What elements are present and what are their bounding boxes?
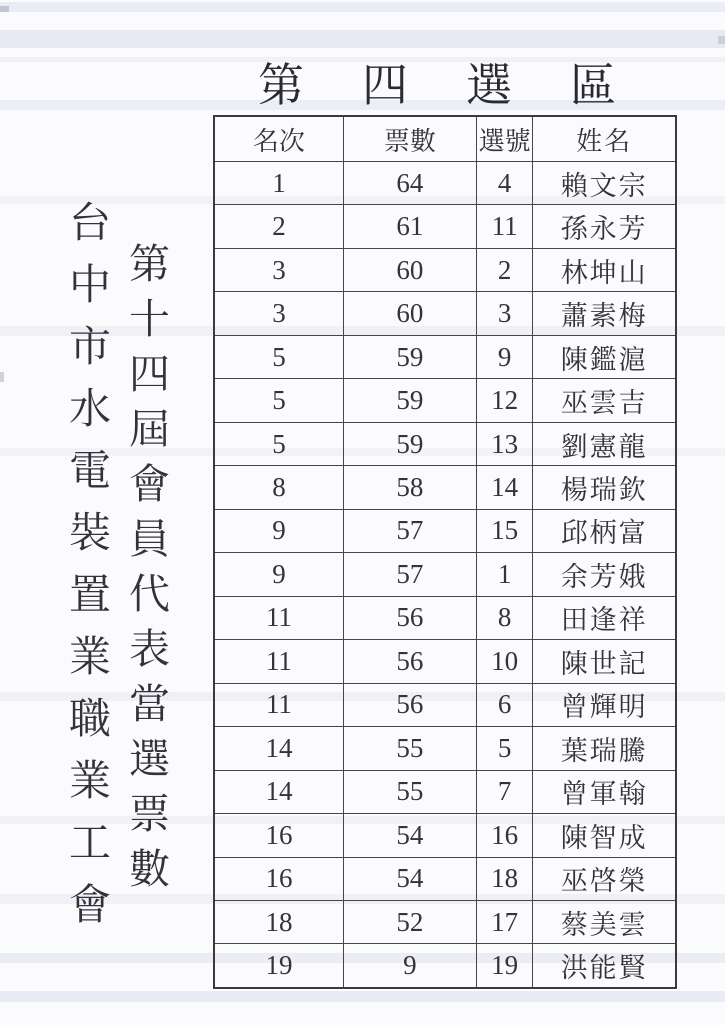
votes-cell: 59 xyxy=(343,336,476,378)
ballot-number-cell: 10 xyxy=(476,640,533,682)
rank-cell: 11 xyxy=(265,602,292,633)
table-row xyxy=(215,770,675,813)
votes-cell: 9 xyxy=(343,944,476,986)
table-row xyxy=(215,726,675,769)
name-cell: 田逢祥 xyxy=(532,597,675,639)
name-cell: 孫永芳 xyxy=(532,205,675,247)
ballot-number-cell: 14 xyxy=(476,466,533,508)
district-title-char: 區 xyxy=(570,60,616,111)
name-cell: 林坤山 xyxy=(532,249,675,291)
ballot-number-cell: 9 xyxy=(476,336,533,378)
name-cell: 巫啓榮 xyxy=(532,858,675,900)
rank-column-header: 名次 xyxy=(252,126,305,156)
ballot-number-cell: 8 xyxy=(476,597,533,639)
name-cell: 陳智成 xyxy=(532,814,675,856)
rank-cell: 11 xyxy=(265,689,292,720)
votes-cell: 57 xyxy=(343,510,476,552)
table-row xyxy=(215,291,675,334)
votes-cell: 56 xyxy=(343,684,476,726)
table-row xyxy=(215,465,675,508)
election-results-table xyxy=(213,115,677,989)
scan-speck xyxy=(718,36,725,44)
table-row xyxy=(215,509,675,552)
table-row xyxy=(215,683,675,726)
ballot-number-cell: 1 xyxy=(476,553,533,595)
table-row xyxy=(215,335,675,378)
votes-cell: 59 xyxy=(343,423,476,465)
name-cell: 巫雲吉 xyxy=(532,379,675,421)
rank-cell: 14 xyxy=(265,776,293,807)
name-cell: 陳世記 xyxy=(532,640,675,682)
rank-cell: 2 xyxy=(272,211,286,242)
rank-cell: 3 xyxy=(272,298,286,329)
ballot-number-cell: 5 xyxy=(476,727,533,769)
votes-cell: 56 xyxy=(343,597,476,639)
name-cell: 蔡美雲 xyxy=(532,901,675,943)
votes-cell: 59 xyxy=(343,379,476,421)
votes-column-header: 票數 xyxy=(343,117,476,161)
rank-cell: 5 xyxy=(272,428,286,459)
votes-cell: 54 xyxy=(343,814,476,856)
name-cell: 蕭素梅 xyxy=(532,292,675,334)
votes-cell: 57 xyxy=(343,553,476,595)
ballot-number-cell: 11 xyxy=(476,205,533,247)
district-title-char: 四 xyxy=(362,60,408,111)
name-cell: 曾軍翰 xyxy=(532,771,675,813)
rank-cell: 9 xyxy=(272,515,286,546)
ballot-number-cell: 4 xyxy=(476,162,533,204)
votes-cell: 61 xyxy=(343,205,476,247)
name-cell: 余芳娥 xyxy=(532,553,675,595)
name-cell: 賴文宗 xyxy=(532,162,675,204)
votes-cell: 60 xyxy=(343,249,476,291)
district-title-char: 第 xyxy=(258,60,304,111)
district-title xyxy=(258,56,616,111)
rank-cell: 11 xyxy=(265,645,292,676)
scan-artifact-band xyxy=(0,30,725,48)
ballot-number-cell: 17 xyxy=(476,901,533,943)
table-row xyxy=(215,422,675,465)
rank-cell: 19 xyxy=(265,950,293,981)
table-row xyxy=(215,857,675,900)
votes-cell: 55 xyxy=(343,727,476,769)
rank-cell: 8 xyxy=(272,472,286,503)
name-cell: 劉憲龍 xyxy=(532,423,675,465)
votes-cell: 54 xyxy=(343,858,476,900)
table-row xyxy=(215,596,675,639)
votes-cell: 55 xyxy=(343,771,476,813)
district-title-char: 選 xyxy=(466,60,512,111)
ballot-number-cell: 7 xyxy=(476,771,533,813)
table-row xyxy=(215,204,675,247)
scan-speck xyxy=(0,6,9,12)
votes-cell: 60 xyxy=(343,292,476,334)
ballot-number-cell: 6 xyxy=(476,684,533,726)
table-row xyxy=(215,378,675,421)
votes-cell: 58 xyxy=(343,466,476,508)
name-cell: 洪能賢 xyxy=(532,944,675,986)
table-row xyxy=(215,639,675,682)
ballot-number-cell: 16 xyxy=(476,814,533,856)
name-cell: 楊瑞欽 xyxy=(532,466,675,508)
rank-cell: 16 xyxy=(265,819,293,850)
rank-cell: 5 xyxy=(272,385,286,416)
name-column-header: 姓名 xyxy=(532,117,675,161)
session-title-vertical-text: 第十四屆會員代表當選票數 xyxy=(123,242,169,902)
union-name-vertical-text: 台中市水電裝置業職業工會 xyxy=(63,200,109,944)
scan-artifact-band xyxy=(0,2,725,12)
ballot-number-cell: 13 xyxy=(476,423,533,465)
name-cell: 葉瑞騰 xyxy=(532,727,675,769)
table-row xyxy=(215,552,675,595)
votes-cell: 64 xyxy=(343,162,476,204)
ballot-number-cell: 18 xyxy=(476,858,533,900)
rank-cell: 5 xyxy=(272,341,286,372)
table-row xyxy=(215,943,675,986)
rank-cell: 16 xyxy=(265,863,293,894)
rank-cell: 14 xyxy=(265,732,293,763)
scan-speck xyxy=(0,372,4,382)
ballot-number-cell: 15 xyxy=(476,510,533,552)
rank-cell: 9 xyxy=(272,558,286,589)
table-header-row xyxy=(215,117,675,161)
votes-cell: 56 xyxy=(343,640,476,682)
ballot-number-column-header: 選號 xyxy=(476,117,533,161)
table-row xyxy=(215,900,675,943)
scan-artifact-band xyxy=(0,991,725,1002)
ballot-number-cell: 3 xyxy=(476,292,533,334)
rank-cell: 3 xyxy=(272,254,286,285)
ballot-number-cell: 19 xyxy=(476,944,533,986)
rank-cell: 1 xyxy=(272,167,286,198)
ballot-number-cell: 2 xyxy=(476,249,533,291)
table-row xyxy=(215,248,675,291)
name-cell: 曾輝明 xyxy=(532,684,675,726)
ballot-number-cell: 12 xyxy=(476,379,533,421)
name-cell: 陳鑑滬 xyxy=(532,336,675,378)
rank-cell: 18 xyxy=(265,906,293,937)
name-cell: 邱柄富 xyxy=(532,510,675,552)
table-row xyxy=(215,813,675,856)
votes-cell: 52 xyxy=(343,901,476,943)
table-row xyxy=(215,161,675,204)
